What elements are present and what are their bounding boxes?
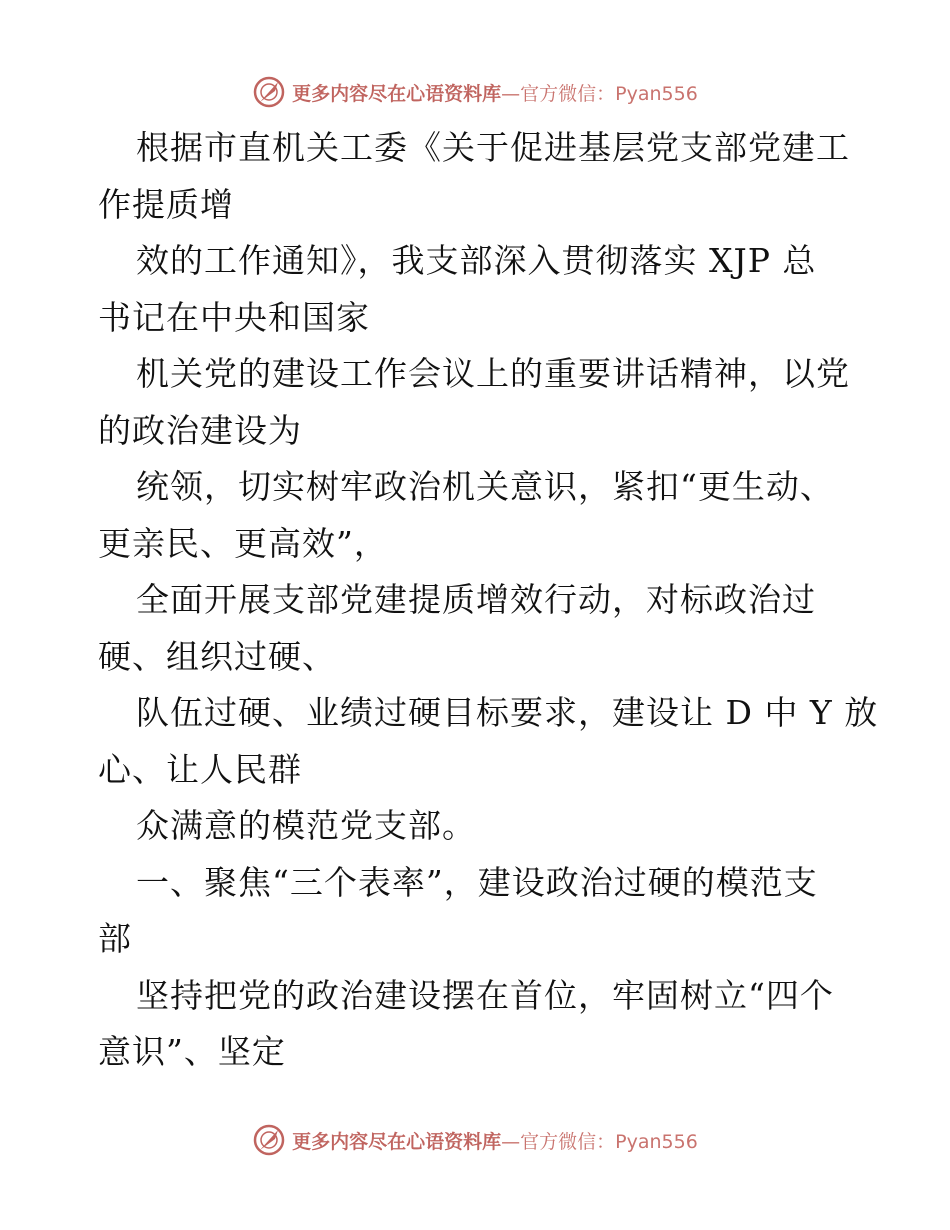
body-line: 全面开展支部党建提质增效行动，对标政治过 [136,580,816,619]
body-line: 众满意的模范党支部。 [136,806,476,845]
body-line: 心、让人民群 [98,749,302,789]
quill-circle-icon [252,75,286,109]
body-line: 统领，切实树牢政治机关意识，紧扣“更生动、 [136,467,834,506]
body-line: 意识”、坚定 [98,1032,286,1071]
document-body [98,120,879,1081]
quill-circle-icon [252,1123,286,1157]
body-line: 的政治建设为 [98,410,302,450]
body-line: 根据市直机关工委《关于促进基层党支部党建工 [136,128,850,167]
section-heading-line: 一、聚焦“三个表率”，建设政治过硬的模范支 [136,862,818,902]
body-line: 作提质增 [98,184,234,224]
banner-rest-text: —官方微信：Pyan556 [501,1130,698,1153]
body-line: 硬、组织过硬、 [98,636,336,676]
section-heading-line: 部 [98,919,132,958]
footer-watermark-banner [0,1120,950,1160]
body-line: 队伍过硬、业绩过硬目标要求，建设让 D 中 Y 放 [136,693,879,732]
body-line: 更亲民、更高效”， [98,523,388,563]
body-line: 坚持把党的政治建设摆在首位，牢固树立“四个 [136,975,834,1015]
banner-strong-text: 更多内容尽在心语资料库 [292,82,502,105]
banner-text [292,79,698,106]
body-line: 机关党的建设工作会议上的重要讲话精神，以党 [136,354,850,393]
body-line: 效的工作通知》，我支部深入贯彻落实 XJP 总 [136,241,817,280]
banner-rest-text: —官方微信：Pyan556 [501,82,698,105]
banner-text [292,1127,698,1154]
body-line: 书记在中央和国家 [98,297,370,337]
header-watermark-banner [0,72,950,112]
banner-strong-text: 更多内容尽在心语资料库 [292,1130,502,1153]
